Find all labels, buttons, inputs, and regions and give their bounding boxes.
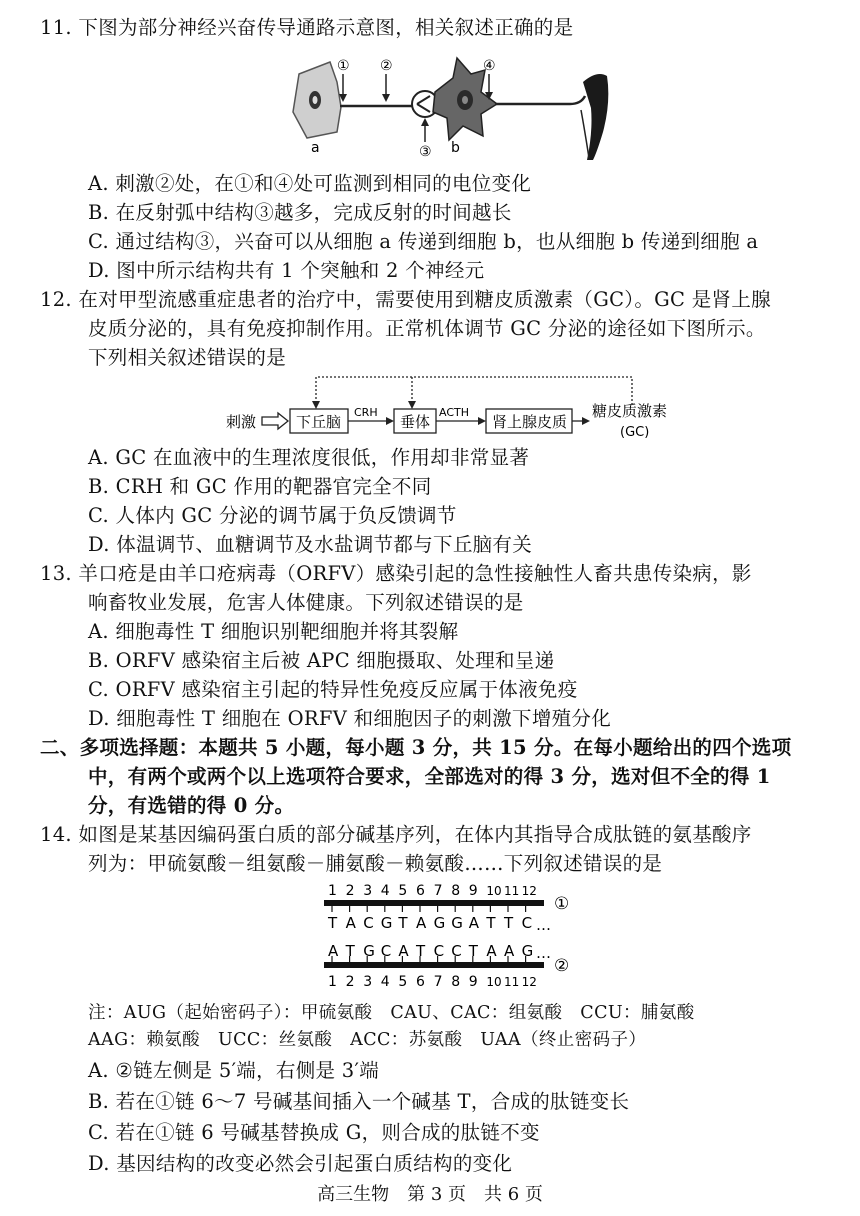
page-footer: 高三生物 第 3 页 共 6 页 xyxy=(317,1184,543,1205)
strand1-number: 5 xyxy=(398,883,408,899)
strand2-base: T xyxy=(416,942,426,960)
strand1-label: ① xyxy=(554,894,570,914)
stimulus-label: 刺激 xyxy=(226,413,257,431)
crh-label: CRH xyxy=(354,406,378,419)
strand2-base: C xyxy=(380,942,392,960)
q11-option-a: A. 刺激②处，在①和④处可监测到相同的电位变化 xyxy=(88,172,532,195)
strand2-number: 2 xyxy=(345,974,355,990)
strand1-base: T xyxy=(398,914,408,932)
strand2-number: 7 xyxy=(433,974,443,990)
q13-stem-line2: 响畜牧业发展，危害人体健康。下列叙述错误的是 xyxy=(88,591,524,614)
strand1-number: 1 xyxy=(328,883,337,899)
strand2-base: G xyxy=(363,942,375,960)
q11-stem: 11. 下图为部分神经兴奋传导通路示意图，相关叙述正确的是 xyxy=(40,16,574,39)
strand1-base: G xyxy=(433,914,446,932)
q14-option-d: D. 基因结构的改变必然会引起蛋白质结构的变化 xyxy=(88,1152,513,1175)
label-a: a xyxy=(311,140,320,156)
strand2-base: A xyxy=(328,942,339,960)
strand1-base: A xyxy=(416,914,427,932)
strand2-base: C xyxy=(451,942,462,960)
strand2-base: G xyxy=(521,942,534,960)
q13-option-d: D. 细胞毒性 T 细胞在 ORFV 和细胞因子的刺激下增殖分化 xyxy=(88,707,612,730)
q12-option-c: C. 人体内 GC 分泌的调节属于负反馈调节 xyxy=(88,504,457,527)
q12-option-b: B. CRH 和 GC 作用的靶器官完全不同 xyxy=(88,475,432,498)
strand1-ellipsis: … xyxy=(536,916,551,934)
q13-option-a: A. 细胞毒性 T 细胞识别靶细胞并将其裂解 xyxy=(88,620,459,643)
section2-heading-line2: 中，有两个或两个以上选项符合要求，全部选对的得 3 分，选对但不全的得 1 xyxy=(88,765,771,788)
strand2-number: 3 xyxy=(363,974,373,990)
q12-option-d: D. 体温调节、血糖调节及水盐调节都与下丘脑有关 xyxy=(88,533,533,556)
strand2-base: T xyxy=(345,942,355,960)
q12-option-a: A. GC 在血液中的生理浓度很低，作用却非常显著 xyxy=(88,446,530,469)
strand2-base: C xyxy=(433,942,445,960)
q12-stem-line1: 12. 在对甲型流感重症患者的治疗中，需要使用到糖皮质激素（GC）。GC 是肾上腺 xyxy=(40,288,771,311)
strand1-number: 10 xyxy=(486,884,502,898)
q13-stem-line1: 13. 羊口疮是由羊口疮病毒（ORFV）感染引起的急性接触性人畜共患传染病，影 xyxy=(40,562,752,585)
q14-option-c: C. 若在①链 6 号碱基替换成 G，则合成的肽链不变 xyxy=(88,1121,540,1144)
q13-option-b: B. ORFV 感染宿主后被 APC 细胞摄取、处理和呈递 xyxy=(88,649,555,672)
q14-option-b: B. 若在①链 6～7 号碱基间插入一个碱基 T，合成的肽链变长 xyxy=(88,1090,630,1113)
strand2-number: 4 xyxy=(380,974,390,990)
strand1-backbone xyxy=(324,900,544,906)
strand2-number: 1 xyxy=(328,974,337,990)
strand1-base: C xyxy=(363,914,374,932)
strand1-base: T xyxy=(486,914,496,932)
q14-note-line2: AAG：赖氨酸 UCC：丝氨酸 ACC：苏氨酸 UAA（终止密码子） xyxy=(88,1030,647,1050)
strand2-number: 5 xyxy=(398,974,408,990)
strand1-base: T xyxy=(328,914,338,932)
strand2-number: 11 xyxy=(504,975,520,989)
q13-option-c: C. ORFV 感染宿主引起的特异性免疫反应属于体液免疫 xyxy=(88,678,578,701)
label-4: ④ xyxy=(483,58,496,74)
strand1-number: 3 xyxy=(363,883,373,899)
strand2-number: 6 xyxy=(416,974,425,990)
pituitary-label: 垂体 xyxy=(400,413,431,431)
strand1-number: 9 xyxy=(468,883,478,899)
q12-stem-line2: 皮质分泌的，具有免疫抑制作用。正常机体调节 GC 分泌的途径如下图所示。 xyxy=(88,317,766,340)
q11-option-c: C. 通过结构③，兴奋可以从细胞 a 传递到细胞 b，也从细胞 b 传递到细胞 a xyxy=(88,230,759,253)
section2-heading-line3: 分，有选错的得 0 分。 xyxy=(88,794,295,817)
label-b: b xyxy=(451,140,460,156)
strand2-number: 8 xyxy=(451,974,461,990)
adrenal-cortex-label: 肾上腺皮质 xyxy=(492,413,568,431)
strand2-label: ② xyxy=(554,956,570,976)
strand1-number: 11 xyxy=(504,884,520,898)
strand2-base: A xyxy=(504,942,515,960)
strand2-base: A xyxy=(398,942,409,960)
label-1: ① xyxy=(337,58,350,74)
hypothalamus-label: 下丘脑 xyxy=(296,413,342,431)
strand1-base: C xyxy=(521,914,533,932)
strand2-ellipsis: … xyxy=(536,944,551,962)
label-2: ② xyxy=(380,58,393,74)
strand1-base: A xyxy=(345,914,356,932)
strand1-base: G xyxy=(380,914,393,932)
strand1-number: 12 xyxy=(521,884,537,898)
strand2-base: A xyxy=(486,942,497,960)
strand2-number: 10 xyxy=(486,975,502,989)
label-3: ③ xyxy=(419,144,432,160)
strand1-number: 4 xyxy=(380,883,390,899)
q14-note-line1: 注：AUG（起始密码子）：甲硫氨酸 CAU、CAC：组氨酸 CCU：脯氨酸 xyxy=(88,1003,695,1023)
q14-stem-line1: 14. 如图是某基因编码蛋白质的部分碱基序列，在体内其指导合成肽链的氨基酸序 xyxy=(40,823,752,846)
q14-stem-line2: 列为：甲硫氨酸－组氨酸－脯氨酸－赖氨酸……下列叙述错误的是 xyxy=(88,852,663,875)
strand1-base: T xyxy=(504,914,514,932)
gc-label: 糖皮质激素 xyxy=(592,402,668,420)
q11-option-d: D. 图中所示结构共有 1 个突触和 2 个神经元 xyxy=(88,259,485,282)
acth-label: ACTH xyxy=(439,406,470,419)
q11-option-b: B. 在反射弧中结构③越多，完成反射的时间越长 xyxy=(88,201,512,224)
strand1-number: 2 xyxy=(345,883,355,899)
strand1-number: 8 xyxy=(451,883,461,899)
q14-option-a: A. ②链左侧是 5′端，右侧是 3′端 xyxy=(88,1059,380,1082)
strand1-number: 6 xyxy=(416,883,425,899)
strand2-base: T xyxy=(468,942,478,960)
strand2-number: 9 xyxy=(468,974,478,990)
strand1-number: 7 xyxy=(433,883,443,899)
section2-heading-line1: 二、多项选择题：本题共 5 小题，每小题 3 分，共 15 分。在每小题给出的四个选项 xyxy=(40,736,792,759)
strand2-backbone xyxy=(324,962,544,968)
dna-sequence-diagram xyxy=(318,878,608,998)
neuron-diagram xyxy=(285,52,625,162)
q12-stem-line3: 下列相关叙述错误的是 xyxy=(88,346,287,369)
gc-regulation-diagram xyxy=(222,372,712,442)
strand1-base: A xyxy=(468,914,480,932)
strand2-number: 12 xyxy=(521,975,537,989)
strand1-base: G xyxy=(451,914,463,932)
gc-abbr-label: (GC) xyxy=(620,425,650,440)
